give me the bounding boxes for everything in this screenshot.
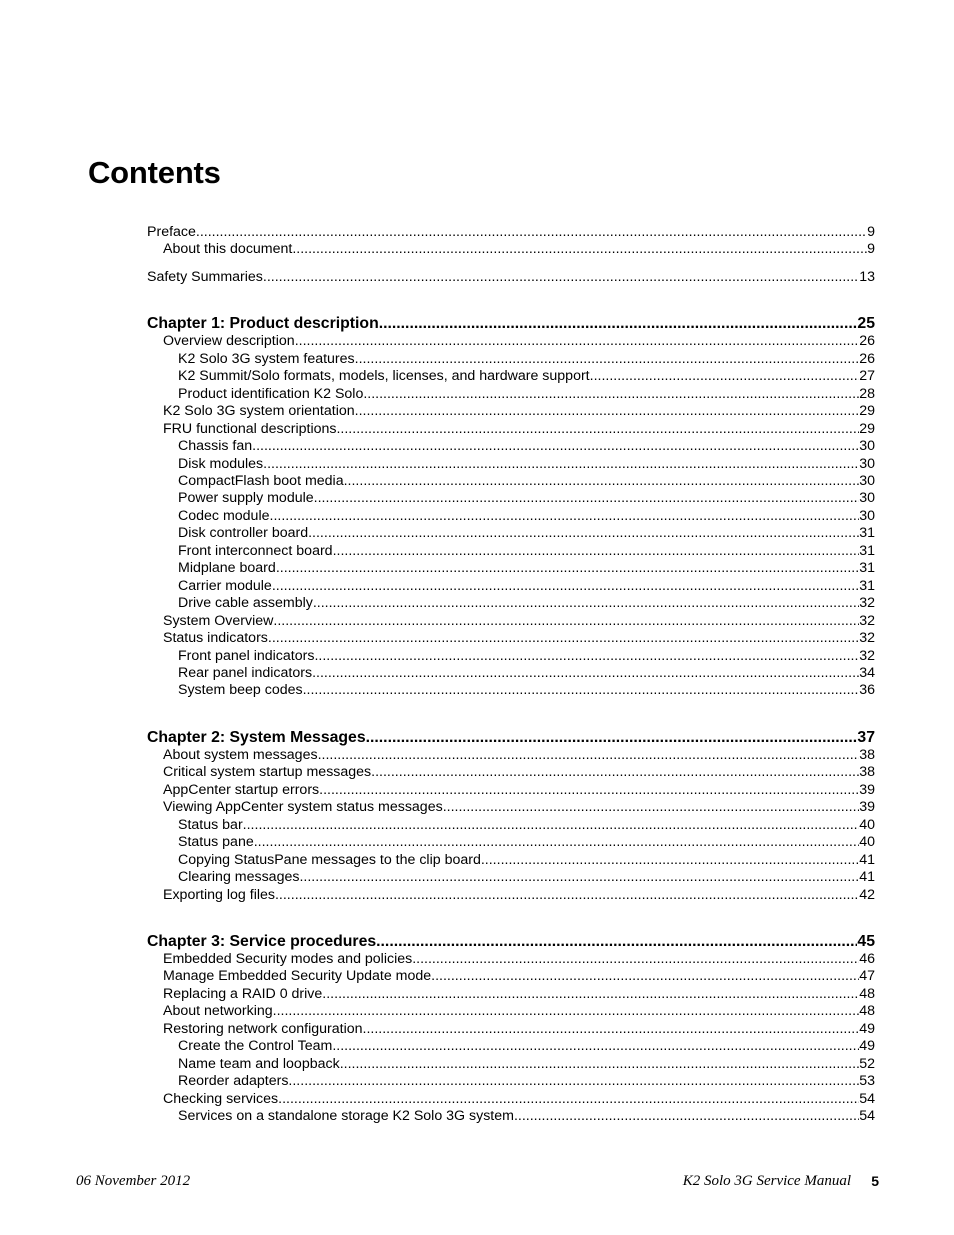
toc-entry-page: 31 xyxy=(859,525,875,542)
toc-entry[interactable] xyxy=(147,368,875,385)
dot-leader xyxy=(268,630,859,647)
toc-entry-label: System Overview xyxy=(163,612,274,629)
dot-leader xyxy=(313,595,859,612)
dot-leader xyxy=(333,543,860,560)
toc-entry-label: About networking xyxy=(163,1003,273,1020)
toc-entry-page: 31 xyxy=(859,542,875,559)
toc-entry-page: 32 xyxy=(859,630,875,647)
toc-entry-page: 40 xyxy=(859,816,875,833)
toc-entry-page: 36 xyxy=(859,682,875,699)
toc-entry-page: 37 xyxy=(857,728,875,746)
toc-entry-page: 27 xyxy=(859,368,875,385)
toc-entry-label: About this document xyxy=(163,241,293,258)
dot-leader xyxy=(322,986,859,1003)
toc-entry[interactable] xyxy=(147,1056,875,1073)
toc-entry[interactable] xyxy=(147,403,875,420)
toc-entry-label: Copying StatusPane messages to the clip board xyxy=(178,851,481,868)
toc-entry-label: Status pane xyxy=(178,834,254,851)
toc-entry[interactable] xyxy=(147,630,875,647)
toc-entry-label: K2 Summit/Solo formats, models, licenses, and hardware support xyxy=(178,368,590,385)
toc-entry[interactable] xyxy=(147,968,875,985)
toc-entry-page: 52 xyxy=(859,1055,875,1072)
toc-entry-label: Exporting log files xyxy=(163,886,275,903)
toc-entry[interactable] xyxy=(147,333,875,350)
toc-entry[interactable] xyxy=(147,473,875,490)
dot-leader xyxy=(243,817,860,834)
toc-entry[interactable] xyxy=(147,951,875,968)
toc-entry-page: 39 xyxy=(859,781,875,798)
toc-entry-page: 46 xyxy=(859,950,875,967)
toc-entry-page: 31 xyxy=(859,560,875,577)
dot-leader xyxy=(288,1073,859,1090)
toc-entry-label: Clearing messages xyxy=(178,869,300,886)
toc-entry[interactable] xyxy=(147,456,875,473)
toc-entry-label: Services on a standalone storage K2 Solo 3G system xyxy=(178,1108,514,1125)
toc-entry[interactable] xyxy=(147,887,875,904)
toc-entry-label: Rear panel indicators xyxy=(178,664,313,681)
toc-entry-label: Chapter 3: Service procedures xyxy=(147,932,377,950)
toc-entry[interactable] xyxy=(147,747,875,764)
toc-entry-label: Drive cable assembly xyxy=(178,595,313,612)
toc-entry-label: K2 Solo 3G system features xyxy=(178,350,355,367)
dot-leader xyxy=(376,932,857,951)
toc-entry-label: Create the Control Team xyxy=(178,1038,333,1055)
dot-leader xyxy=(355,403,860,420)
toc-entry[interactable] xyxy=(147,613,875,630)
toc-entry[interactable] xyxy=(147,386,875,403)
toc-entry[interactable] xyxy=(147,1108,875,1125)
dot-leader xyxy=(412,951,859,968)
toc-entry-page: 29 xyxy=(859,403,875,420)
toc-entry[interactable] xyxy=(147,986,875,1003)
toc-entry-page: 34 xyxy=(859,664,875,681)
toc-entry-page: 31 xyxy=(859,577,875,594)
dot-leader xyxy=(481,852,859,869)
toc-entry-page: 28 xyxy=(859,385,875,402)
toc-entry-page: 38 xyxy=(859,746,875,763)
dot-leader xyxy=(254,834,859,851)
dot-leader xyxy=(278,1091,859,1108)
dot-leader xyxy=(314,648,859,665)
toc-entry[interactable] xyxy=(147,241,875,258)
toc-entry[interactable] xyxy=(147,421,875,438)
page-title: Contents xyxy=(88,155,221,190)
toc-entry-page: 30 xyxy=(859,438,875,455)
toc-entry[interactable] xyxy=(147,560,875,577)
toc-entry-page: 9 xyxy=(867,241,875,258)
toc-entry-page: 48 xyxy=(859,985,875,1002)
toc-entry-label: Codec module xyxy=(178,507,270,524)
toc-entry-page: 32 xyxy=(859,595,875,612)
toc-entry-page: 41 xyxy=(859,869,875,886)
toc-entry[interactable] xyxy=(147,665,875,682)
toc-entry[interactable] xyxy=(147,224,875,241)
toc-entry-label: Chapter 1: Product description xyxy=(147,315,379,333)
toc-entry-label: Disk controller board xyxy=(178,525,309,542)
table-of-contents xyxy=(147,224,875,1125)
toc-entry-label: System beep codes xyxy=(178,682,303,699)
toc-entry-label: Reorder adapters xyxy=(178,1073,289,1090)
toc-entry-page: 26 xyxy=(859,333,875,350)
toc-entry-page: 54 xyxy=(859,1090,875,1107)
toc-chapter-entry[interactable] xyxy=(147,314,875,333)
toc-entry[interactable] xyxy=(147,351,875,368)
toc-entry[interactable] xyxy=(147,1038,875,1055)
toc-entry-label: Checking services xyxy=(163,1090,279,1107)
toc-entry[interactable] xyxy=(147,817,875,834)
footer-date: 06 November 2012 xyxy=(76,1173,191,1189)
toc-entry[interactable] xyxy=(147,525,875,542)
toc-entry-page: 38 xyxy=(859,764,875,781)
toc-entry[interactable] xyxy=(147,852,875,869)
footer-manual-title: K2 Solo 3G Service Manual xyxy=(682,1173,851,1189)
toc-entry-label: Carrier module xyxy=(178,577,272,594)
toc-entry-label: Front panel indicators xyxy=(178,647,315,664)
toc-entry-page: 30 xyxy=(859,455,875,472)
dot-leader xyxy=(263,456,859,473)
toc-entry-label: Front interconnect board xyxy=(178,542,333,559)
toc-entry-label: AppCenter startup errors xyxy=(163,781,320,798)
dot-leader xyxy=(292,241,867,258)
toc-entry-page: 29 xyxy=(859,420,875,437)
dot-leader xyxy=(314,490,860,507)
toc-entry-page: 30 xyxy=(859,472,875,489)
toc-entry-label: FRU functional descriptions xyxy=(163,420,337,437)
toc-chapter-entry[interactable] xyxy=(147,728,875,747)
dot-leader xyxy=(336,421,859,438)
toc-entry-label: Midplane board xyxy=(178,560,276,577)
toc-entry[interactable] xyxy=(147,438,875,455)
toc-entry-page: 9 xyxy=(867,224,875,240)
toc-entry[interactable] xyxy=(147,1021,875,1038)
toc-entry[interactable] xyxy=(147,1073,875,1090)
toc-entry-page: 49 xyxy=(859,1020,875,1037)
dot-leader xyxy=(340,1056,860,1073)
dot-leader xyxy=(273,1003,860,1020)
toc-entry-page: 41 xyxy=(859,851,875,868)
dot-leader xyxy=(332,1038,859,1055)
toc-entry[interactable] xyxy=(147,782,875,799)
dot-leader xyxy=(272,578,859,595)
toc-entry-label: Critical system startup messages xyxy=(163,764,372,781)
footer-page-number: 5 xyxy=(871,1173,879,1189)
toc-entry-label: Viewing AppCenter system status messages xyxy=(163,799,443,816)
toc-entry-label: Power supply module xyxy=(178,490,314,507)
toc-entry-label: Name team and loopback xyxy=(178,1055,340,1072)
toc-entry-page: 40 xyxy=(859,834,875,851)
toc-entry[interactable] xyxy=(147,764,875,781)
toc-entry-label: Manage Embedded Security Update mode xyxy=(163,968,432,985)
dot-leader xyxy=(308,525,859,542)
dot-leader xyxy=(590,368,860,385)
toc-entry-label: Embedded Security modes and policies xyxy=(163,950,413,967)
dot-leader xyxy=(366,728,858,747)
dot-leader xyxy=(371,764,859,781)
dot-leader xyxy=(276,560,859,577)
toc-entry-label: K2 Solo 3G system orientation xyxy=(163,403,355,420)
dot-leader xyxy=(318,747,860,764)
toc-entry-page: 13 xyxy=(859,268,875,285)
dot-leader xyxy=(379,314,858,333)
dot-leader xyxy=(514,1108,859,1125)
dot-leader xyxy=(363,1021,860,1038)
toc-entry-page: 47 xyxy=(859,968,875,985)
toc-entry[interactable] xyxy=(147,595,875,612)
toc-entry-label: Status indicators xyxy=(163,630,268,647)
dot-leader xyxy=(275,887,859,904)
toc-entry-page: 39 xyxy=(859,799,875,816)
toc-entry-page: 48 xyxy=(859,1003,875,1020)
toc-entry-page: 49 xyxy=(859,1038,875,1055)
dot-leader xyxy=(363,386,859,403)
toc-entry[interactable] xyxy=(147,490,875,507)
toc-entry-page: 32 xyxy=(859,612,875,629)
toc-entry[interactable] xyxy=(147,508,875,525)
toc-entry-label: Chassis fan xyxy=(178,438,253,455)
dot-leader xyxy=(319,782,859,799)
toc-entry-label: Safety Summaries xyxy=(147,268,263,285)
toc-entry-label: Chapter 2: System Messages xyxy=(147,728,366,746)
toc-entry-page: 30 xyxy=(859,490,875,507)
toc-entry-label: Preface xyxy=(147,224,196,240)
toc-entry-page: 45 xyxy=(857,932,875,950)
toc-entry[interactable] xyxy=(147,869,875,886)
toc-entry-label: Replacing a RAID 0 drive xyxy=(163,985,323,1002)
toc-entry[interactable] xyxy=(147,269,875,286)
toc-entry-page: 32 xyxy=(859,647,875,664)
dot-leader xyxy=(312,665,859,682)
toc-entry[interactable] xyxy=(147,834,875,851)
toc-entry[interactable] xyxy=(147,682,875,699)
dot-leader xyxy=(295,333,860,350)
toc-entry[interactable] xyxy=(147,543,875,560)
toc-entry-page: 53 xyxy=(859,1073,875,1090)
toc-entry[interactable] xyxy=(147,1091,875,1108)
dot-leader xyxy=(196,224,867,241)
dot-leader xyxy=(263,269,859,286)
toc-entry[interactable] xyxy=(147,1003,875,1020)
toc-entry[interactable] xyxy=(147,799,875,816)
toc-entry-page: 26 xyxy=(859,350,875,367)
toc-chapter-entry[interactable] xyxy=(147,932,875,951)
toc-entry[interactable] xyxy=(147,578,875,595)
dot-leader xyxy=(431,968,859,985)
toc-entry-page: 25 xyxy=(857,315,875,333)
toc-entry[interactable] xyxy=(147,648,875,665)
toc-entry-label: CompactFlash boot media xyxy=(178,472,344,489)
toc-entry-label: Disk modules xyxy=(178,455,264,472)
dot-leader xyxy=(344,473,860,490)
toc-entry-page: 30 xyxy=(859,507,875,524)
toc-entry-page: 54 xyxy=(859,1108,875,1125)
dot-leader xyxy=(355,351,860,368)
toc-entry-label: Status bar xyxy=(178,816,243,833)
dot-leader xyxy=(303,682,860,699)
toc-entry-label: Product identification K2 Solo xyxy=(178,385,364,402)
toc-entry-label: About system messages xyxy=(163,746,318,763)
dot-leader xyxy=(270,508,860,525)
toc-entry-page: 42 xyxy=(859,886,875,903)
dot-leader xyxy=(273,613,859,630)
dot-leader xyxy=(443,799,860,816)
dot-leader xyxy=(252,438,859,455)
dot-leader xyxy=(299,869,859,886)
toc-entry-label: Overview description xyxy=(163,333,295,350)
toc-entry-label: Restoring network configuration xyxy=(163,1020,363,1037)
